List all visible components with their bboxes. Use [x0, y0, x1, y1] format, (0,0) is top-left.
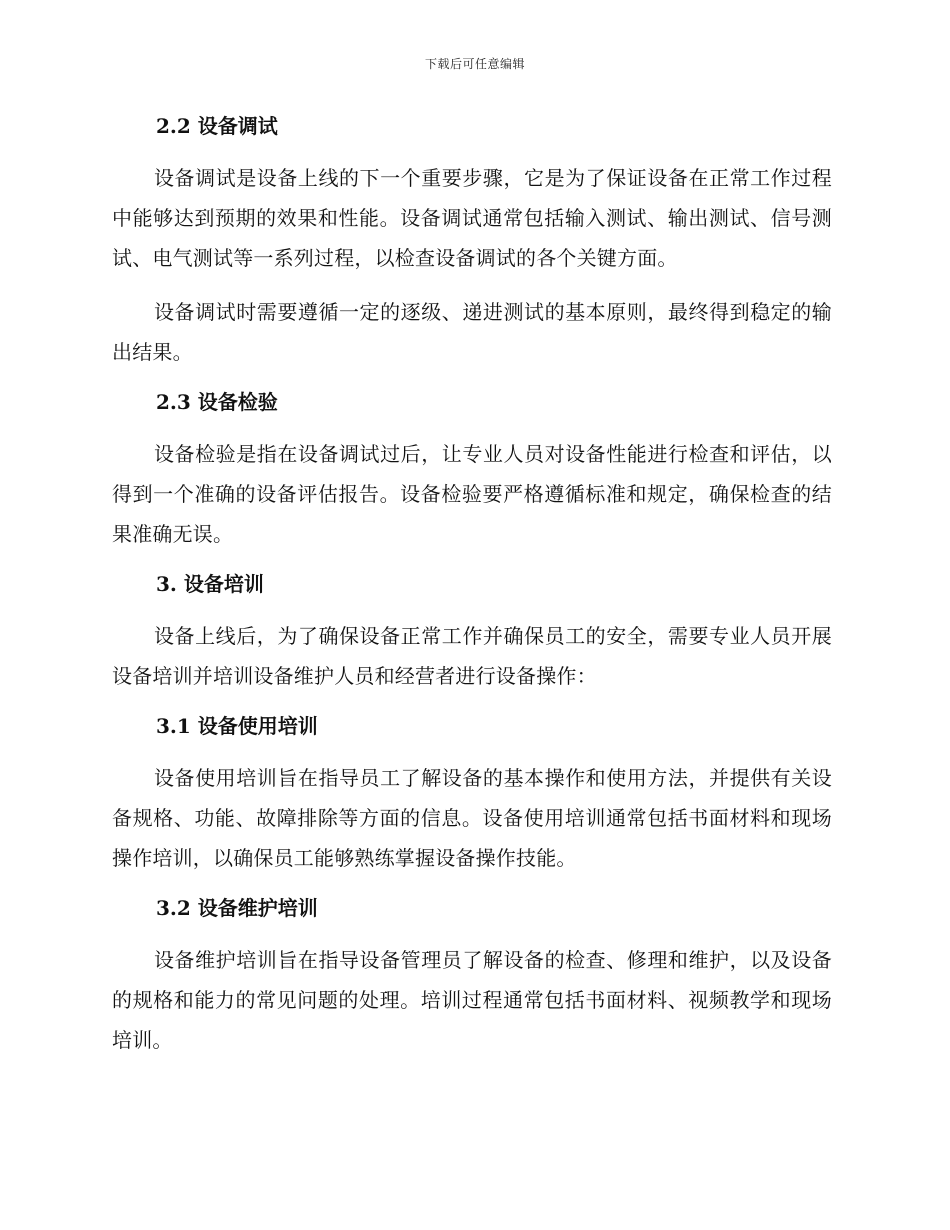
section-heading-2-3: 2.3 设备检验 — [156, 390, 278, 414]
paragraph: 设备上线后，为了确保设备正常工作并确保员工的安全，需要专业人员开展设备培训并培训设备维护人员和经营者进行设备操作： — [112, 624, 832, 688]
paragraph: 设备调试时需要遵循一定的逐级、递进测试的基本原则，最终得到稳定的输出结果。 — [112, 300, 832, 364]
paragraph: 设备检验是指在设备调试过后，让专业人员对设备性能进行检查和评估，以得到一个准确的设备评估报告。设备检验要严格遵循标准和规定，确保检查的结果准确无误。 — [112, 442, 832, 546]
section-heading-3-1: 3.1 设备使用培训 — [156, 714, 318, 738]
section-heading-3-2: 3.2 设备维护培训 — [156, 896, 318, 920]
paragraph: 设备维护培训旨在指导设备管理员了解设备的检查、修理和维护，以及设备的规格和能力的常见问题的处理。培训过程通常包括书面材料、视频教学和现场培训。 — [112, 948, 832, 1052]
section-heading-2-2: 2.2 设备调试 — [156, 114, 278, 138]
header-note: 下载后可任意编辑 — [424, 57, 525, 71]
paragraph: 设备使用培训旨在指导员工了解设备的基本操作和使用方法，并提供有关设备规格、功能、故障排除等方面的信息。设备使用培训通常包括书面材料和现场操作培训，以确保员工能够熟练掌握设备操作技能。 — [112, 766, 832, 870]
paragraph: 设备调试是设备上线的下一个重要步骤，它是为了保证设备在正常工作过程中能够达到预期的效果和性能。设备调试通常包括输入测试、输出测试、信号测试、电气测试等一系列过程，以检查设备调试的各个关键方面。 — [112, 166, 832, 270]
document-body — [112, 110, 832, 1060]
section-heading-3: 3. 设备培训 — [156, 572, 264, 596]
